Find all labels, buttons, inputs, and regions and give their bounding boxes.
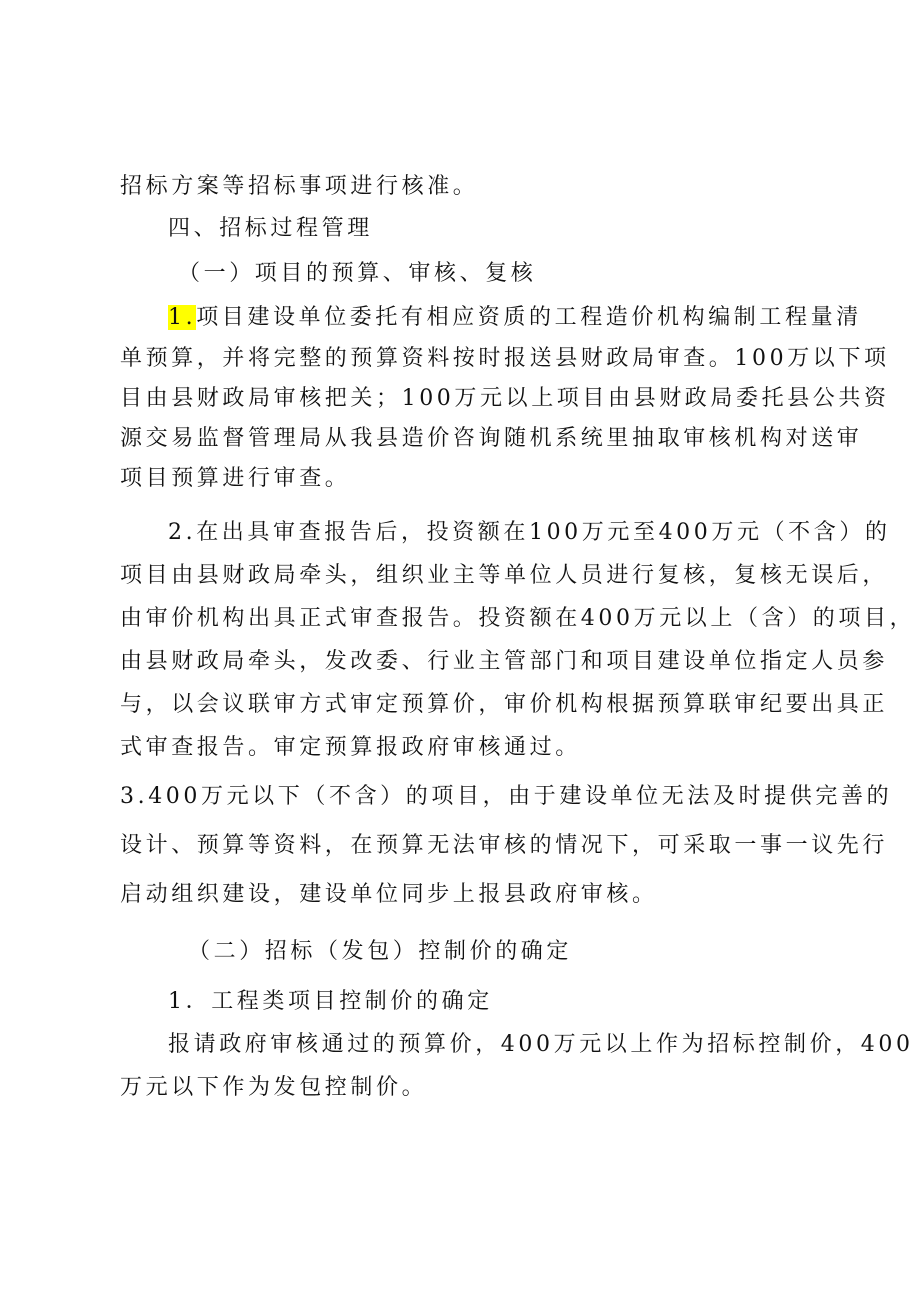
paragraph-line: 单预算，并将完整的预算资料按时报送县财政局审查。100万以下项 xyxy=(120,346,890,371)
paragraph-line: 设计、预算等资料，在预算无法审核的情况下，可采取一事一议先行 xyxy=(120,833,889,858)
paragraph-line: 万元以下作为发包控制价。 xyxy=(120,1075,428,1100)
section-heading: 四、招标过程管理 xyxy=(168,216,373,241)
paragraph-line: 目由县财政局审核把关；100万元以上项目由县财政局委托县公共资 xyxy=(120,386,890,411)
paragraph-line: 3.400万元以下（不含）的项目，由于建设单位无法及时提供完善的 xyxy=(120,784,893,809)
paragraph-text: 项目建设单位委托有相应资质的工程造价机构编制工程量清 xyxy=(196,305,862,330)
paragraph-line: 与，以会议联审方式审定预算价，审价机构根据预算联审纪要出具正 xyxy=(120,692,889,717)
subsection-heading: （二）招标（发包）控制价的确定 xyxy=(188,939,573,964)
paragraph-line: 项目预算进行审查。 xyxy=(120,466,351,491)
paragraph-line: 由县财政局牵头，发改委、行业主管部门和项目建设单位指定人员参 xyxy=(120,649,889,674)
paragraph-line: 招标方案等招标事项进行核准。 xyxy=(120,174,479,199)
paragraph-line xyxy=(168,303,862,333)
paragraph-line: 源交易监督管理局从我县造价咨询随机系统里抽取审核机构对送审 xyxy=(120,426,863,451)
highlighted-item-number: 1. xyxy=(168,305,197,330)
paragraph-line: 报请政府审核通过的预算价，400万元以上作为招标控制价，400 xyxy=(168,1032,914,1057)
subsection-heading: （一）项目的预算、审核、复核 xyxy=(178,261,537,286)
paragraph-line: 由审价机构出具正式审查报告。投资额在400万元以上（含）的项目， xyxy=(120,606,916,631)
paragraph-line: 启动组织建设，建设单位同步上报县政府审核。 xyxy=(120,882,658,907)
item-heading: 1．工程类项目控制价的确定 xyxy=(168,989,493,1014)
paragraph-line: 项目由县财政局牵头，组织业主等单位人员进行复核，复核无误后， xyxy=(120,563,889,588)
paragraph-line: 式审查报告。审定预算报政府审核通过。 xyxy=(120,735,581,760)
paragraph-line: 2.在出具审查报告后，投资额在100万元至400万元（不含）的 xyxy=(168,520,891,545)
